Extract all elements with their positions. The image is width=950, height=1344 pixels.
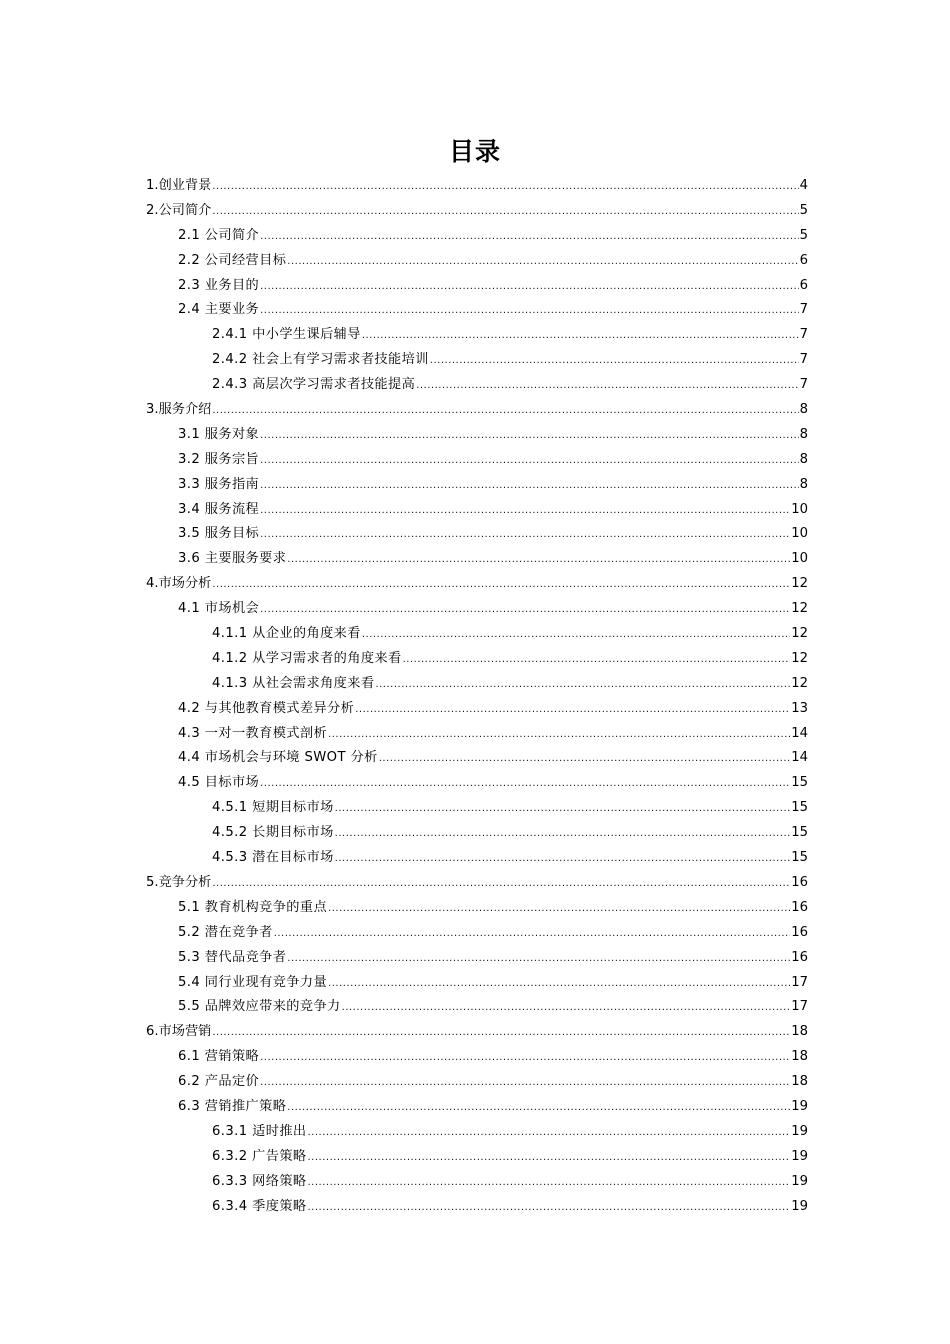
dot-leader xyxy=(362,623,790,648)
toc-entry-label: 5.1 教育机构竞争的重点 xyxy=(178,899,328,915)
toc-entry[interactable] xyxy=(146,398,808,423)
dot-leader xyxy=(212,1021,790,1046)
toc-entry[interactable] xyxy=(146,771,808,796)
dot-leader xyxy=(260,523,790,548)
toc-entry[interactable] xyxy=(146,373,808,398)
toc-entry[interactable] xyxy=(146,1045,808,1070)
toc-entry-page-number: 15 xyxy=(791,775,808,791)
dot-leader xyxy=(287,947,790,972)
toc-entry[interactable] xyxy=(146,672,808,697)
toc-entry[interactable] xyxy=(146,199,808,224)
toc-entry-label: 6.3 营销推广策略 xyxy=(178,1098,287,1114)
toc-entry[interactable] xyxy=(146,921,808,946)
toc-entry-label: 1.创业背景 xyxy=(146,178,212,193)
toc-entry-label: 6.2 产品定价 xyxy=(178,1074,260,1090)
toc-entry-label: 4.1.1 从企业的角度来看 xyxy=(212,626,361,642)
toc-entry[interactable] xyxy=(146,1095,808,1120)
toc-entry-label: 2.3 业务目的 xyxy=(178,277,260,293)
dot-leader xyxy=(342,996,791,1021)
toc-entry[interactable] xyxy=(146,174,808,199)
toc-entry-label: 2.1 公司简介 xyxy=(178,227,260,243)
toc-entry[interactable] xyxy=(146,622,808,647)
dot-leader xyxy=(260,275,798,300)
toc-entry-label: 3.2 服务宗旨 xyxy=(178,451,260,467)
toc-entry-page-number: 10 xyxy=(791,526,808,542)
toc-entry[interactable] xyxy=(146,249,808,274)
toc-entry[interactable] xyxy=(146,1195,808,1220)
toc-entry[interactable] xyxy=(146,796,808,821)
toc-entry-label: 4.4 市场机会与环境 SWOT 分析 xyxy=(178,750,378,766)
toc-entry-label: 4.市场分析 xyxy=(146,576,212,592)
dot-leader xyxy=(274,922,791,947)
toc-entry-label: 5.4 同行业现有竞争力量 xyxy=(178,974,328,990)
toc-entry-page-number: 17 xyxy=(791,974,808,990)
dot-leader xyxy=(212,573,790,598)
toc-entry-page-number: 19 xyxy=(791,1173,808,1189)
toc-entry-label: 3.3 服务指南 xyxy=(178,476,260,492)
toc-entry-label: 5.竞争分析 xyxy=(146,874,212,890)
dot-leader xyxy=(212,872,790,897)
toc-entry-page-number: 19 xyxy=(791,1098,808,1114)
dot-leader xyxy=(355,698,790,723)
toc-entry-page-number: 8 xyxy=(799,402,808,418)
toc-entry-label: 4.1.3 从社会需求角度来看 xyxy=(212,675,375,691)
toc-entry-label: 3.4 服务流程 xyxy=(178,501,260,517)
toc-list xyxy=(146,174,808,1219)
toc-entry-page-number: 12 xyxy=(791,576,808,592)
dot-leader xyxy=(328,972,790,997)
toc-entry[interactable] xyxy=(146,448,808,473)
toc-entry[interactable] xyxy=(146,1070,808,1095)
dot-leader xyxy=(308,1171,791,1196)
dot-leader xyxy=(287,250,798,275)
dot-leader xyxy=(308,1196,791,1221)
toc-entry[interactable] xyxy=(146,348,808,373)
toc-entry-label: 3.5 服务目标 xyxy=(178,526,260,542)
toc-entry-page-number: 6 xyxy=(799,252,808,268)
dot-leader xyxy=(260,299,798,324)
toc-entry-page-number: 7 xyxy=(799,327,808,343)
toc-entry[interactable] xyxy=(146,498,808,523)
toc-entry-label: 2.4 主要业务 xyxy=(178,302,260,318)
toc-entry-page-number: 7 xyxy=(799,377,808,393)
toc-entry-label: 2.4.3 高层次学习需求者技能提高 xyxy=(212,377,416,393)
toc-entry[interactable] xyxy=(146,821,808,846)
dot-leader xyxy=(260,474,798,499)
toc-entry[interactable] xyxy=(146,423,808,448)
toc-entry-page-number: 10 xyxy=(791,501,808,517)
dot-leader xyxy=(260,424,798,449)
toc-entry-page-number: 14 xyxy=(791,750,808,766)
toc-entry-label: 3.服务介绍 xyxy=(146,402,212,418)
toc-entry-label: 3.6 主要服务要求 xyxy=(178,551,287,567)
toc-entry-label: 2.4.2 社会上有学习需求者技能培训 xyxy=(212,352,429,368)
toc-entry-label: 2.2 公司经营目标 xyxy=(178,252,287,268)
toc-entry-page-number: 12 xyxy=(791,626,808,642)
dot-leader xyxy=(308,1146,791,1171)
toc-entry-label: 6.1 营销策略 xyxy=(178,1049,260,1065)
toc-entry[interactable] xyxy=(146,647,808,672)
toc-entry[interactable] xyxy=(146,995,808,1020)
toc-entry-label: 4.1 市场机会 xyxy=(178,601,260,617)
toc-entry-label: 2.4.1 中小学生课后辅导 xyxy=(212,327,361,343)
dot-leader xyxy=(287,548,790,573)
toc-entry-page-number: 19 xyxy=(791,1148,808,1164)
page-title: 目录 xyxy=(448,137,501,166)
dot-leader xyxy=(335,847,791,872)
toc-entry-label: 4.2 与其他教育模式差异分析 xyxy=(178,700,355,716)
toc-entry[interactable] xyxy=(146,323,808,348)
toc-entry-page-number: 19 xyxy=(791,1123,808,1139)
dot-leader xyxy=(375,673,790,698)
toc-entry-page-number: 16 xyxy=(791,874,808,890)
toc-entry[interactable] xyxy=(146,946,808,971)
toc-entry-label: 5.5 品牌效应带来的竞争力 xyxy=(178,999,341,1015)
dot-leader xyxy=(212,399,798,424)
dot-leader xyxy=(335,822,791,847)
toc-entry-label: 4.5 目标市场 xyxy=(178,775,260,791)
dot-leader xyxy=(212,200,798,225)
toc-entry-label: 3.1 服务对象 xyxy=(178,426,260,442)
toc-entry-label: 4.5.3 潜在目标市场 xyxy=(212,850,334,866)
toc-entry-page-number: 5 xyxy=(799,227,808,243)
toc-entry-page-number: 4 xyxy=(799,178,808,193)
dot-leader xyxy=(260,499,790,524)
toc-entry[interactable] xyxy=(146,746,808,771)
dot-leader xyxy=(416,374,798,399)
toc-entry-label: 6.3.4 季度策略 xyxy=(212,1198,307,1214)
toc-entry-page-number: 6 xyxy=(799,277,808,293)
toc-entry[interactable] xyxy=(146,1170,808,1195)
toc-entry-page-number: 18 xyxy=(791,1074,808,1090)
toc-entry[interactable] xyxy=(146,722,808,747)
toc-entry-label: 4.5.2 长期目标市场 xyxy=(212,825,334,841)
toc-entry-label: 6.市场营销 xyxy=(146,1024,212,1040)
toc-entry[interactable] xyxy=(146,298,808,323)
dot-leader xyxy=(260,1071,790,1096)
toc-entry[interactable] xyxy=(146,971,808,996)
toc-entry[interactable] xyxy=(146,896,808,921)
toc-entry[interactable] xyxy=(146,473,808,498)
toc-entry[interactable] xyxy=(146,224,808,249)
toc-entry-page-number: 13 xyxy=(791,700,808,716)
toc-entry[interactable] xyxy=(146,871,808,896)
dot-leader xyxy=(335,797,791,822)
dot-leader xyxy=(328,897,790,922)
dot-leader xyxy=(260,225,798,250)
toc-entry-page-number: 16 xyxy=(791,899,808,915)
toc-entry[interactable] xyxy=(146,1020,808,1045)
toc-entry-page-number: 5 xyxy=(799,202,808,218)
toc-entry[interactable] xyxy=(146,1145,808,1170)
dot-leader xyxy=(260,449,798,474)
toc-entry[interactable] xyxy=(146,522,808,547)
toc-entry-label: 5.2 潜在竞争者 xyxy=(178,924,273,940)
toc-entry-page-number: 16 xyxy=(791,924,808,940)
toc-entry-label: 4.1.2 从学习需求者的角度来看 xyxy=(212,650,402,666)
toc-entry-page-number: 12 xyxy=(791,650,808,666)
toc-entry-label: 6.3.2 广告策略 xyxy=(212,1148,307,1164)
dot-leader xyxy=(362,324,799,349)
dot-leader xyxy=(328,723,790,748)
toc-entry[interactable] xyxy=(146,572,808,597)
toc-entry-page-number: 12 xyxy=(791,601,808,617)
dot-leader xyxy=(430,349,799,374)
dot-leader xyxy=(260,1046,790,1071)
toc-entry[interactable] xyxy=(146,597,808,622)
toc-entry-page-number: 15 xyxy=(791,825,808,841)
toc-entry-page-number: 15 xyxy=(791,800,808,816)
toc-entry-page-number: 19 xyxy=(791,1198,808,1214)
toc-entry-page-number: 10 xyxy=(791,551,808,567)
toc-entry[interactable] xyxy=(146,274,808,299)
toc-entry-page-number: 17 xyxy=(791,999,808,1015)
toc-entry-page-number: 16 xyxy=(791,949,808,965)
toc-entry[interactable] xyxy=(146,547,808,572)
toc-entry[interactable] xyxy=(146,697,808,722)
toc-entry-label: 2.公司简介 xyxy=(146,202,212,218)
toc-entry-label: 5.3 替代品竞争者 xyxy=(178,949,287,965)
toc-entry[interactable] xyxy=(146,846,808,871)
toc-entry-label: 6.3.1 适时推出 xyxy=(212,1123,307,1139)
toc-entry-page-number: 7 xyxy=(799,352,808,368)
toc-entry[interactable] xyxy=(146,1120,808,1145)
toc-entry-page-number: 8 xyxy=(799,451,808,467)
dot-leader xyxy=(212,175,798,200)
toc-entry-page-number: 7 xyxy=(799,302,808,318)
toc-entry-page-number: 8 xyxy=(799,426,808,442)
dot-leader xyxy=(260,772,790,797)
dot-leader xyxy=(287,1096,790,1121)
dot-leader xyxy=(379,747,791,772)
dot-leader xyxy=(403,648,791,673)
dot-leader xyxy=(308,1121,791,1146)
toc-entry-label: 4.5.1 短期目标市场 xyxy=(212,800,334,816)
toc-entry-page-number: 15 xyxy=(791,850,808,866)
toc-entry-label: 6.3.3 网络策略 xyxy=(212,1173,307,1189)
toc-entry-page-number: 14 xyxy=(791,725,808,741)
toc-entry-page-number: 8 xyxy=(799,476,808,492)
toc-entry-page-number: 12 xyxy=(791,675,808,691)
toc-entry-page-number: 18 xyxy=(791,1024,808,1040)
toc-entry-page-number: 18 xyxy=(791,1049,808,1065)
toc-entry-label: 4.3 一对一教育模式剖析 xyxy=(178,725,328,741)
dot-leader xyxy=(260,598,790,623)
